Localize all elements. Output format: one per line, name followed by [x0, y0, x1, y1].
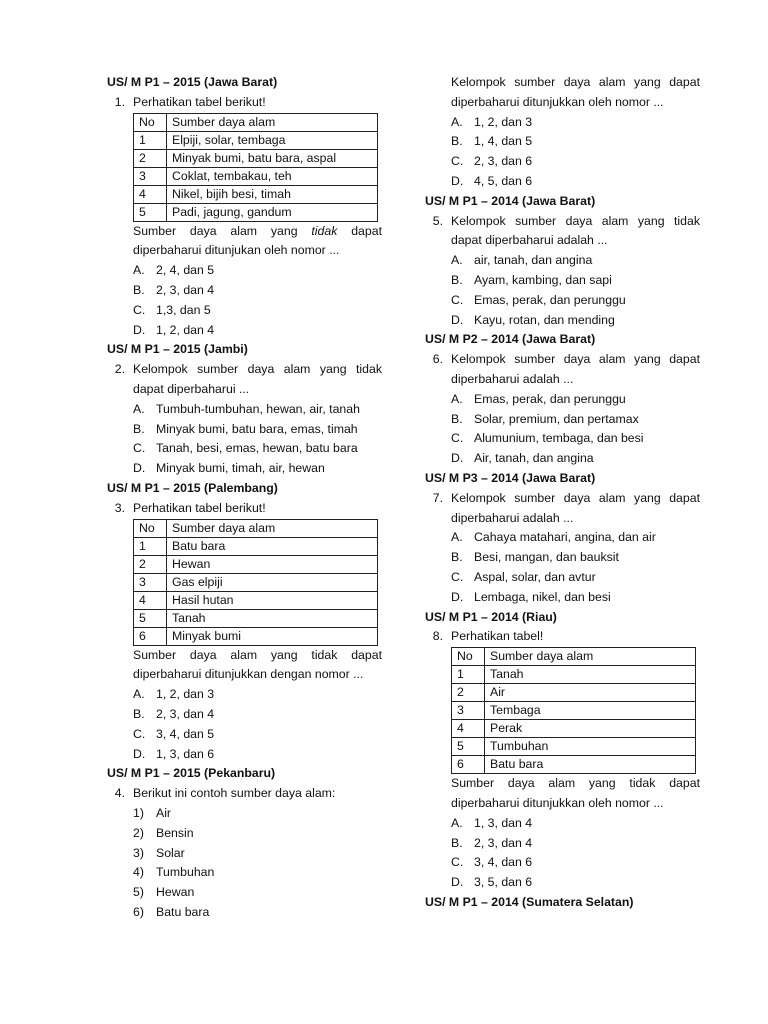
question-text — [107, 222, 382, 242]
question-text: Kelompok sumber daya alam yang tidak — [133, 362, 382, 377]
answer-option[interactable] — [425, 588, 700, 608]
option-text: Cahaya matahari, angina, dan air — [474, 530, 656, 545]
answer-option[interactable] — [425, 172, 700, 192]
option-letter: A. — [133, 687, 145, 702]
item-text: Tumbuhan — [156, 865, 215, 880]
question-text-part: Sumber daya alam yang — [133, 223, 298, 238]
option-text: Besi, mangan, dan bauksit — [474, 550, 619, 565]
answer-option[interactable] — [425, 113, 700, 133]
option-text: 3, 4, dan 5 — [156, 726, 215, 741]
table-header-row — [134, 113, 378, 131]
answer-option[interactable] — [107, 400, 382, 420]
table-cell: 4 — [134, 591, 167, 609]
question-2 — [107, 360, 382, 380]
resource-table-q1 — [133, 113, 378, 222]
table-cell: Coklat, tembakau, teh — [167, 167, 378, 185]
answer-option[interactable] — [425, 568, 700, 588]
option-text: 3, 5, dan 6 — [474, 875, 533, 890]
section-heading: US/ M P1 – 2015 (Palembang) — [107, 480, 278, 495]
table-cell: 2 — [134, 149, 167, 167]
table-cell: 4 — [452, 720, 485, 738]
item-text: Solar — [156, 845, 185, 860]
answer-option[interactable] — [107, 420, 382, 440]
resource-table-q3 — [133, 519, 378, 646]
table-cell: 1 — [134, 131, 167, 149]
question-text-part: dapat — [351, 223, 382, 238]
answer-option[interactable] — [107, 261, 382, 281]
question-intro: Berikut ini contoh sumber daya alam: — [133, 786, 336, 801]
option-letter: D. — [451, 589, 464, 604]
left-column — [107, 73, 382, 923]
item-text: Hewan — [156, 885, 195, 900]
option-text: 1, 2, dan 3 — [156, 687, 215, 702]
table-row — [134, 203, 378, 221]
question-text: dapat diperbaharui ... — [133, 381, 250, 396]
table-row — [134, 167, 378, 185]
table-row — [134, 149, 378, 167]
answer-option[interactable] — [425, 873, 700, 893]
option-text: Tanah, besi, emas, hewan, batu bara — [156, 441, 358, 456]
option-letter: C. — [133, 302, 146, 317]
table-row — [134, 591, 378, 609]
question-text-emphasis: tidak — [311, 223, 338, 238]
table-header-cell: No — [134, 519, 167, 537]
option-letter: D. — [133, 461, 146, 476]
table-header-cell: No — [134, 113, 167, 131]
question-text: diperbaharui adalah ... — [451, 371, 574, 386]
list-item — [107, 863, 382, 883]
option-letter: C. — [133, 441, 146, 456]
table-row — [134, 627, 378, 645]
option-letter: B. — [451, 835, 463, 850]
question-6 — [425, 350, 700, 370]
option-text: 1, 4, dan 5 — [474, 134, 533, 149]
answer-option[interactable] — [107, 281, 382, 301]
option-text: 2, 3, dan 6 — [474, 154, 533, 169]
answer-option[interactable] — [107, 301, 382, 321]
table-cell: Padi, jagung, gandum — [167, 203, 378, 221]
option-text: 1,3, dan 5 — [156, 302, 211, 317]
answer-option[interactable] — [425, 548, 700, 568]
option-letter: A. — [451, 815, 463, 830]
item-number: 5) — [133, 885, 144, 900]
answer-option[interactable] — [425, 814, 700, 834]
table-cell: 3 — [134, 167, 167, 185]
answer-option[interactable] — [425, 291, 700, 311]
option-text: Solar, premium, dan pertamax — [474, 411, 639, 426]
list-item — [107, 804, 382, 824]
table-cell: Tanah — [485, 666, 696, 684]
item-number: 4) — [133, 865, 144, 880]
option-letter: B. — [451, 134, 463, 149]
option-text: 4, 5, dan 6 — [474, 173, 533, 188]
question-text: diperbaharui adalah ... — [451, 510, 574, 525]
answer-option[interactable] — [107, 459, 382, 479]
list-item — [107, 883, 382, 903]
question-text: Sumber daya alam yang tidak dapat — [451, 776, 700, 791]
option-text: Kayu, rotan, dan mending — [474, 312, 615, 327]
option-text: Ayam, kambing, dan sapi — [474, 272, 612, 287]
table-header-row — [452, 648, 696, 666]
option-text: 1, 2, dan 3 — [474, 114, 533, 129]
answer-option[interactable] — [425, 528, 700, 548]
section-heading: US/ M P1 – 2014 (Jawa Barat) — [425, 193, 596, 208]
option-text: Emas, perak, dan perunggu — [474, 391, 626, 406]
question-text: Kelompok sumber daya alam yang dapat — [451, 75, 700, 89]
table-cell: 1 — [134, 537, 167, 555]
table-cell: Minyak bumi — [167, 627, 378, 645]
option-text: Alumunium, tembaga, dan besi — [474, 431, 644, 446]
section-heading: US/ M P1 – 2014 (Riau) — [425, 609, 557, 624]
table-cell: Perak — [485, 720, 696, 738]
table-cell: 6 — [134, 627, 167, 645]
question-8 — [425, 627, 700, 647]
table-cell: Batu bara — [485, 756, 696, 774]
answer-option[interactable] — [425, 390, 700, 410]
table-row — [452, 684, 696, 702]
answer-option[interactable] — [425, 834, 700, 854]
section-heading: US/ M P3 – 2014 (Jawa Barat) — [425, 470, 596, 485]
answer-option[interactable] — [107, 745, 382, 765]
table-cell: 2 — [452, 684, 485, 702]
item-text: Batu bara — [156, 904, 210, 919]
answer-option[interactable] — [107, 685, 382, 705]
answer-option[interactable] — [107, 705, 382, 725]
section-heading: US/ M P2 – 2014 (Jawa Barat) — [425, 332, 596, 347]
question-text: dapat diperbaharui adalah ... — [451, 233, 608, 248]
option-letter: A. — [451, 114, 463, 129]
answer-option[interactable] — [425, 853, 700, 873]
option-text: Air, tanah, dan angina — [474, 451, 594, 466]
question-1 — [107, 93, 382, 113]
table-cell: 3 — [452, 702, 485, 720]
table-cell: 3 — [134, 573, 167, 591]
table-cell: 2 — [134, 555, 167, 573]
table-cell: 5 — [134, 609, 167, 627]
option-letter: D. — [133, 322, 146, 337]
option-letter: B. — [451, 272, 463, 287]
question-number: 6. — [432, 352, 443, 367]
answer-option[interactable] — [425, 152, 700, 172]
table-header-row — [134, 519, 378, 537]
section-heading: US/ M P1 – 2014 (Sumatera Selatan) — [425, 894, 634, 909]
option-letter: C. — [133, 726, 146, 741]
answer-option[interactable] — [425, 132, 700, 152]
option-letter: A. — [451, 530, 463, 545]
table-cell: 4 — [134, 185, 167, 203]
table-cell: Elpiji, solar, tembaga — [167, 131, 378, 149]
answer-option[interactable] — [425, 251, 700, 271]
table-row — [452, 720, 696, 738]
question-text: Kelompok sumber daya alam yang dapat — [451, 490, 700, 505]
option-text: air, tanah, dan angina — [474, 253, 593, 268]
list-item — [107, 824, 382, 844]
question-3 — [107, 499, 382, 519]
option-letter: C. — [451, 154, 464, 169]
question-number: 8. — [432, 629, 443, 644]
resource-table-q8 — [451, 647, 696, 774]
option-text: Aspal, solar, dan avtur — [474, 569, 596, 584]
table-header-cell: Sumber daya alam — [167, 113, 378, 131]
table-row — [134, 555, 378, 573]
answer-option[interactable] — [425, 271, 700, 291]
question-intro: Perhatikan tabel! — [451, 629, 544, 644]
option-text: 2, 4, dan 5 — [156, 263, 215, 278]
table-row — [134, 131, 378, 149]
option-text: Emas, perak, dan perunggu — [474, 292, 626, 307]
question-number: 5. — [432, 213, 443, 228]
answer-option[interactable] — [425, 410, 700, 430]
table-cell: Minyak bumi, batu bara, aspal — [167, 149, 378, 167]
table-row — [134, 185, 378, 203]
table-row — [452, 666, 696, 684]
question-text: diperbaharui ditunjukkan dengan nomor ... — [133, 667, 364, 682]
option-letter: C. — [451, 292, 464, 307]
section-heading: US/ M P1 – 2015 (Jambi) — [107, 342, 248, 357]
answer-option[interactable] — [425, 311, 700, 331]
table-header-cell: No — [452, 648, 485, 666]
option-text: 3, 4, dan 6 — [474, 855, 533, 870]
question-7 — [425, 489, 700, 509]
question-text: Sumber daya alam yang tidak dapat — [133, 647, 382, 662]
option-letter: B. — [133, 421, 145, 436]
item-number: 1) — [133, 805, 144, 820]
table-cell: Air — [485, 684, 696, 702]
option-letter: D. — [451, 875, 464, 890]
table-row — [452, 738, 696, 756]
question-intro: Perhatikan tabel berikut! — [133, 94, 266, 109]
table-header-cell: Sumber daya alam — [167, 519, 378, 537]
question-4 — [107, 784, 382, 804]
table-cell: 5 — [134, 203, 167, 221]
option-text: 2, 3, dan 4 — [474, 835, 533, 850]
option-text: 2, 3, dan 4 — [156, 282, 215, 297]
list-item — [107, 903, 382, 923]
table-cell: 6 — [452, 756, 485, 774]
table-cell: Tumbuhan — [485, 738, 696, 756]
item-text: Air — [156, 805, 172, 820]
question-text: diperbaharui ditunjukkan oleh nomor ... — [451, 94, 664, 109]
option-letter: C. — [451, 855, 464, 870]
table-cell: Hasil hutan — [167, 591, 378, 609]
option-letter: C. — [451, 569, 464, 584]
option-text: 1, 3, dan 6 — [156, 746, 215, 761]
question-text: diperbaharui ditunjukkan oleh nomor ... — [451, 795, 664, 810]
question-5 — [425, 212, 700, 232]
option-letter: D. — [451, 173, 464, 188]
section-heading: US/ M P1 – 2015 (Pekanbaru) — [107, 766, 276, 781]
table-cell: Batu bara — [167, 537, 378, 555]
table-cell: Gas elpiji — [167, 573, 378, 591]
table-row — [134, 573, 378, 591]
question-number: 7. — [432, 490, 443, 505]
question-number: 2. — [114, 362, 125, 377]
section-heading: US/ M P1 – 2015 (Jawa Barat) — [107, 75, 278, 89]
option-text: Minyak bumi, timah, air, hewan — [156, 461, 325, 476]
option-letter: A. — [451, 391, 463, 406]
answer-option[interactable] — [107, 321, 382, 341]
table-cell: Hewan — [167, 555, 378, 573]
answer-option[interactable] — [107, 439, 382, 459]
table-row — [134, 609, 378, 627]
question-text: Kelompok sumber daya alam yang dapat — [451, 352, 700, 367]
option-letter: B. — [451, 411, 463, 426]
table-cell: 5 — [452, 738, 485, 756]
question-number: 3. — [114, 500, 125, 515]
option-letter: A. — [133, 263, 145, 278]
question-text: Kelompok sumber daya alam yang tidak — [451, 213, 700, 228]
answer-option[interactable] — [425, 449, 700, 469]
option-letter: D. — [133, 746, 146, 761]
option-text: 1, 3, dan 4 — [474, 815, 533, 830]
item-text: Bensin — [156, 825, 194, 840]
option-text: 2, 3, dan 4 — [156, 706, 215, 721]
item-number: 2) — [133, 825, 144, 840]
table-cell: Tembaga — [485, 702, 696, 720]
question-number: 4. — [114, 786, 125, 801]
table-cell: Tanah — [167, 609, 378, 627]
option-text: Lembaga, nikel, dan besi — [474, 589, 611, 604]
item-number: 6) — [133, 904, 144, 919]
option-text: Minyak bumi, batu bara, emas, timah — [156, 421, 358, 436]
option-letter: B. — [133, 706, 145, 721]
table-header-cell: Sumber daya alam — [485, 648, 696, 666]
list-item — [107, 844, 382, 864]
option-letter: A. — [133, 401, 145, 416]
table-row — [452, 702, 696, 720]
table-row — [452, 756, 696, 774]
table-cell: Nikel, bijih besi, timah — [167, 185, 378, 203]
option-letter: D. — [451, 451, 464, 466]
option-letter: A. — [451, 253, 463, 268]
question-text: diperbaharui ditunjukan oleh nomor ... — [133, 243, 340, 258]
table-row — [134, 537, 378, 555]
option-letter: B. — [451, 550, 463, 565]
option-letter: D. — [451, 312, 464, 327]
item-number: 3) — [133, 845, 144, 860]
right-column — [425, 73, 700, 913]
option-letter: B. — [133, 282, 145, 297]
table-cell: 1 — [452, 666, 485, 684]
option-text: Tumbuh-tumbuhan, hewan, air, tanah — [156, 401, 360, 416]
answer-option[interactable] — [425, 429, 700, 449]
question-intro: Perhatikan tabel berikut! — [133, 500, 266, 515]
option-letter: C. — [451, 431, 464, 446]
option-text: 1, 2, dan 4 — [156, 322, 215, 337]
question-number: 1. — [114, 94, 125, 109]
answer-option[interactable] — [107, 725, 382, 745]
